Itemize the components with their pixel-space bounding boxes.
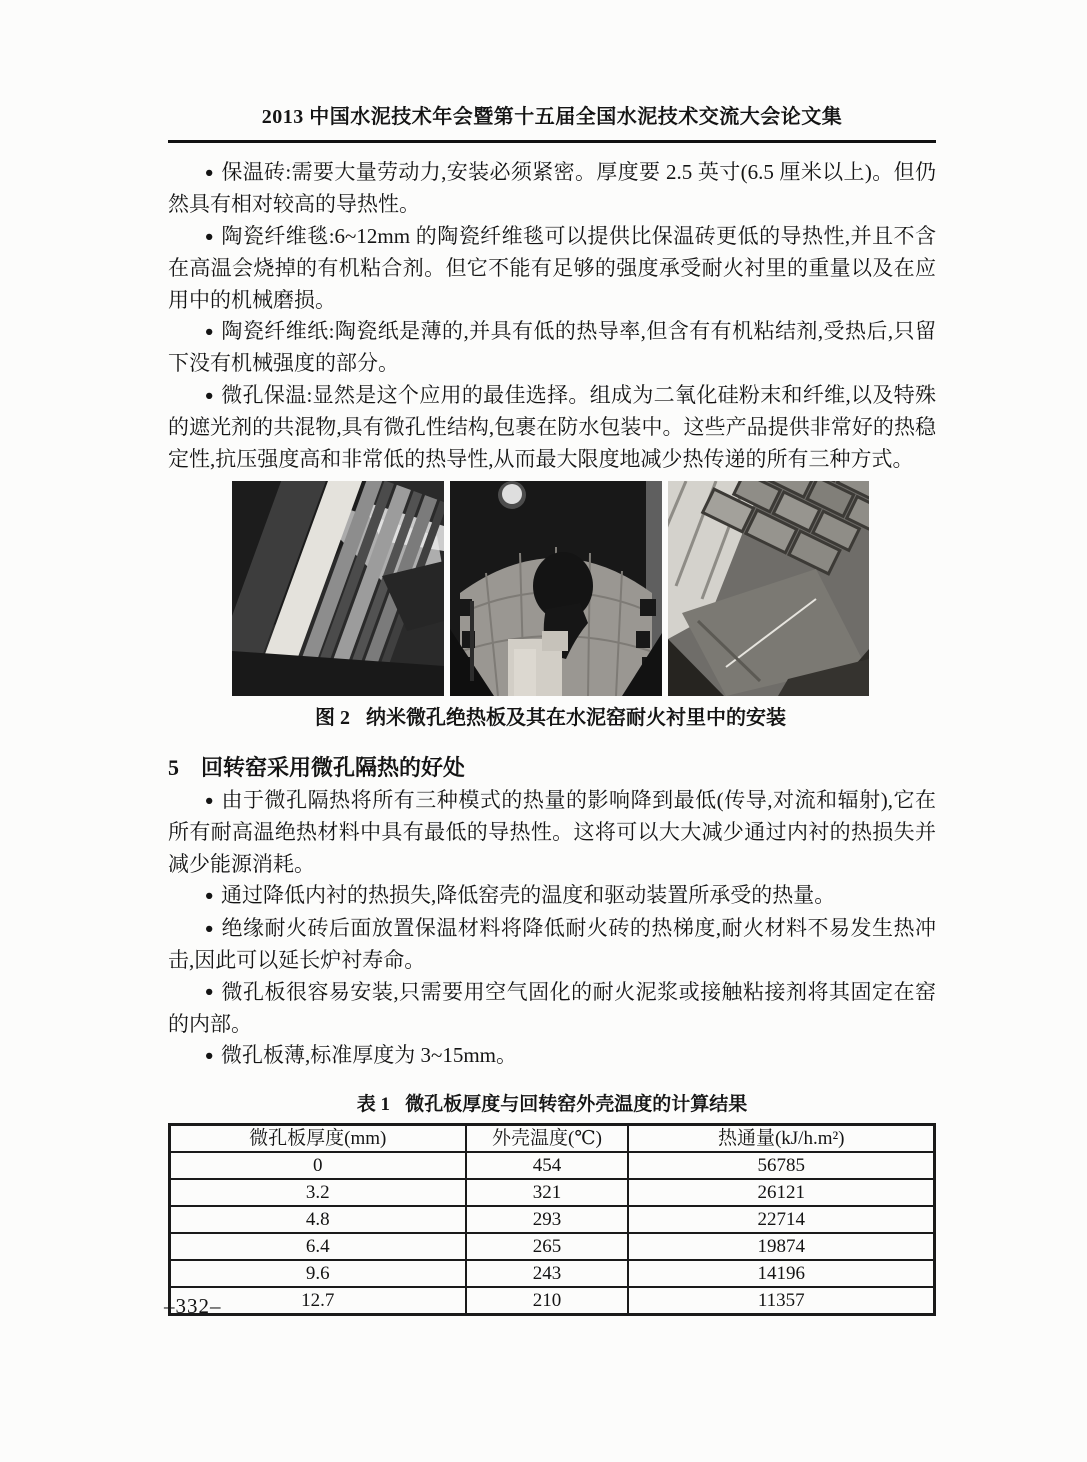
table-cell: 56785: [628, 1152, 934, 1179]
benefit-bullet-paragraph: [168, 913, 936, 977]
kiln-interior-installation-image: [450, 481, 662, 696]
table-row: [170, 1233, 935, 1260]
paragraph-text: 保温砖:需要大量劳动力,安装必须紧密。厚度要 2.5 英寸(6.5 厘米以上)。但仍然具有相对较高的导热性。: [168, 160, 936, 217]
table-header-cell: 热通量(kJ/h.m²): [628, 1124, 934, 1152]
table-row: [170, 1287, 935, 1315]
paragraph-text: 微孔保温:显然是这个应用的最佳选择。组成为二氧化硅粉末和纤维,以及特殊的遮光剂的共混物,具有微孔性结构,包裹在防水包装中。这些产品提供非常好的热稳定性,抗压强度高和非常低的热导性,从而最大限度地减少热传递的所有三种方式。: [168, 382, 936, 471]
paragraph-text: 微孔板很容易安装,只需要用空气固化的耐火泥浆或接触粘接剂将其固定在窑的内部。: [168, 979, 937, 1036]
table-cell: 454: [466, 1152, 629, 1179]
table-cell: 6.4: [170, 1233, 466, 1260]
table-header-cell: 微孔板厚度(mm): [170, 1124, 466, 1152]
table-header-row: [170, 1124, 935, 1152]
table-cell: 243: [466, 1260, 629, 1287]
figure-caption: [232, 705, 869, 731]
bullet-icon: ●: [204, 164, 214, 181]
page-number: –332–: [164, 1294, 222, 1318]
proceedings-header-title: 2013 中国水泥技术年会暨第十五届全国水泥技术交流大会论文集: [261, 106, 843, 128]
bullet-icon: ●: [204, 323, 215, 340]
table-row: [170, 1260, 935, 1287]
paragraph-text: 微孔板薄,标准厚度为 3~15mm。: [220, 1043, 517, 1068]
figure-caption-label: 图 2: [315, 707, 350, 730]
table-cell: 26121: [628, 1179, 934, 1206]
header-rule-divider: [168, 140, 936, 143]
refractory-brick-lining-image: [668, 481, 869, 696]
table-cell: 9.6: [170, 1260, 466, 1287]
bullet-icon: ●: [204, 228, 215, 245]
intro-bullet-paragraph: [168, 316, 936, 380]
benefit-bullet-paragraph: [168, 785, 936, 880]
benefit-bullet-paragraph: [168, 880, 936, 912]
paragraph-text: 陶瓷纤维毯:6~12mm 的陶瓷纤维毯可以提供比保温砖更低的导热性,并且不含在高温会烧掉的有机粘合剂。但它不能有足够的强度承受耐火衬里的重量以及在应用中的机械磨损。: [168, 223, 936, 312]
table-cell: 22714: [628, 1206, 934, 1233]
page-content: [168, 0, 936, 1316]
table-cell: 19874: [628, 1233, 934, 1260]
paragraph-text: 陶瓷纤维纸:陶瓷纸是薄的,并具有低的热导率,但含有有机粘结剂,受热后,只留下没有机械强度的部分。: [168, 319, 936, 376]
table-cell: 321: [466, 1179, 629, 1206]
table-cell: 265: [466, 1233, 629, 1260]
section-5-bullet-list: [168, 785, 936, 1072]
paragraph-text: 通过降低内衬的热损失,降低窑壳的温度和驱动装置所承受的热量。: [220, 883, 836, 908]
paragraph-text: 绝缘耐火砖后面放置保温材料将降低耐火砖的热梯度,耐火材料不易发生热冲击,因此可以延长炉衬寿命。: [168, 915, 937, 973]
benefit-bullet-paragraph: [168, 1040, 936, 1072]
section-number: 5: [168, 755, 179, 781]
table-row: [170, 1206, 935, 1233]
table-row: [170, 1179, 935, 1206]
bullet-icon: ●: [204, 920, 215, 937]
intro-bullet-paragraph: [168, 221, 936, 316]
table-title-label: 表 1: [356, 1093, 391, 1115]
table-cell: 210: [466, 1287, 629, 1315]
table-cell: 293: [466, 1206, 629, 1233]
paragraph-text: 由于微孔隔热将所有三种模式的热量的影响降到最低(传导,对流和辐射),它在所有耐高温绝热材料中具有最低的导热性。这将可以大大减少通过内衬的热损失并减少能源消耗。: [168, 788, 937, 876]
calculation-results-table: [168, 1123, 936, 1316]
table-cell: 12.7: [170, 1287, 466, 1315]
figure-2: [232, 481, 869, 731]
table-cell: 11357: [628, 1287, 934, 1315]
figure-photo-strip: [232, 481, 869, 696]
bullet-icon: ●: [204, 1048, 214, 1065]
table-cell: 3.2: [170, 1179, 466, 1206]
figure-caption-text: 纳米微孔绝热板及其在水泥窑耐火衬里中的安装: [366, 707, 786, 730]
intro-bullet-list: [168, 157, 936, 475]
table-1-title: [168, 1089, 936, 1116]
intro-bullet-paragraph: [168, 380, 936, 475]
table-cell: 0: [170, 1152, 466, 1179]
bullet-icon: ●: [204, 984, 215, 1001]
section-title: 回转窑采用微孔隔热的好处: [201, 755, 466, 781]
bullet-icon: ●: [204, 888, 214, 905]
intro-bullet-paragraph: [168, 157, 936, 221]
table-cell: 14196: [628, 1260, 934, 1287]
insulation-boards-package-image: [232, 481, 444, 696]
section-5-heading: [168, 753, 936, 783]
table-cell: 4.8: [170, 1206, 466, 1233]
bullet-icon: ●: [204, 792, 215, 809]
bullet-icon: ●: [204, 387, 214, 404]
table-row: [170, 1152, 935, 1179]
table-title-text: 微孔板厚度与回转窑外壳温度的计算结果: [405, 1093, 748, 1115]
table-header-cell: 外壳温度(℃): [466, 1124, 629, 1152]
benefit-bullet-paragraph: [168, 977, 936, 1041]
